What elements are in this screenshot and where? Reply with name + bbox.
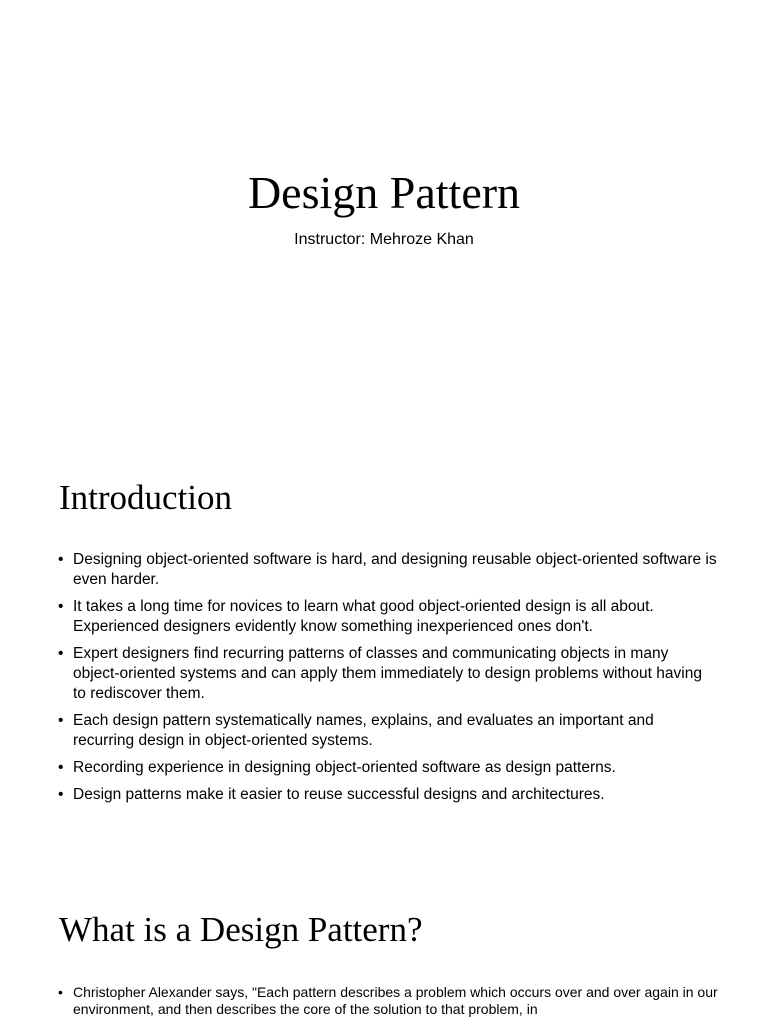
bullet-icon: • <box>58 759 64 776</box>
bullet-text: Expert designers find recurring patterns of classes and communicating objects in many object-oriented systems and can apply them immediately to design problems without having to rediscover them. <box>73 645 702 702</box>
list-item <box>58 644 718 704</box>
bullet-text: Recording experience in designing object-oriented software as design patterns. <box>73 759 616 776</box>
bullet-icon: • <box>58 551 64 568</box>
list-item <box>58 550 718 590</box>
slide-heading: Introduction <box>59 478 233 517</box>
bullet-icon: • <box>58 645 64 662</box>
bullet-text: Each design pattern systematically names, explains, and evaluates an important and recurring design in object-oriented systems. <box>73 712 654 749</box>
bullet-icon: • <box>58 984 63 1000</box>
bullet-icon: • <box>58 712 64 729</box>
introduction-slide <box>0 434 768 870</box>
what-is-design-pattern-slide <box>0 870 768 1024</box>
title-slide <box>0 0 768 434</box>
bullet-list <box>58 984 718 1022</box>
bullet-list <box>58 550 718 812</box>
list-item <box>58 711 718 751</box>
bullet-icon: • <box>58 786 64 803</box>
list-item <box>58 597 718 637</box>
list-item <box>58 785 718 805</box>
bullet-text: It takes a long time for novices to learn what good object-oriented design is all about. Experienced designers evidently know something inexperienced ones don't. <box>73 598 654 635</box>
presentation-title: Design Pattern <box>247 167 521 218</box>
list-item <box>58 984 718 1018</box>
list-item <box>58 758 718 778</box>
bullet-text: Designing object-oriented software is hard, and designing reusable object-oriented software is even harder. <box>73 551 717 588</box>
bullet-text: Christopher Alexander says, "Each pattern describes a problem which occurs over and over again in our environment, and then describes the core of the solution to that problem, in <box>73 984 718 1017</box>
bullet-icon: • <box>58 598 64 615</box>
slide-heading: What is a Design Pattern? <box>59 910 423 949</box>
bullet-text: Design patterns make it easier to reuse successful designs and architectures. <box>73 786 605 803</box>
presentation-subtitle: Instructor: Mehroze Khan <box>294 231 474 248</box>
